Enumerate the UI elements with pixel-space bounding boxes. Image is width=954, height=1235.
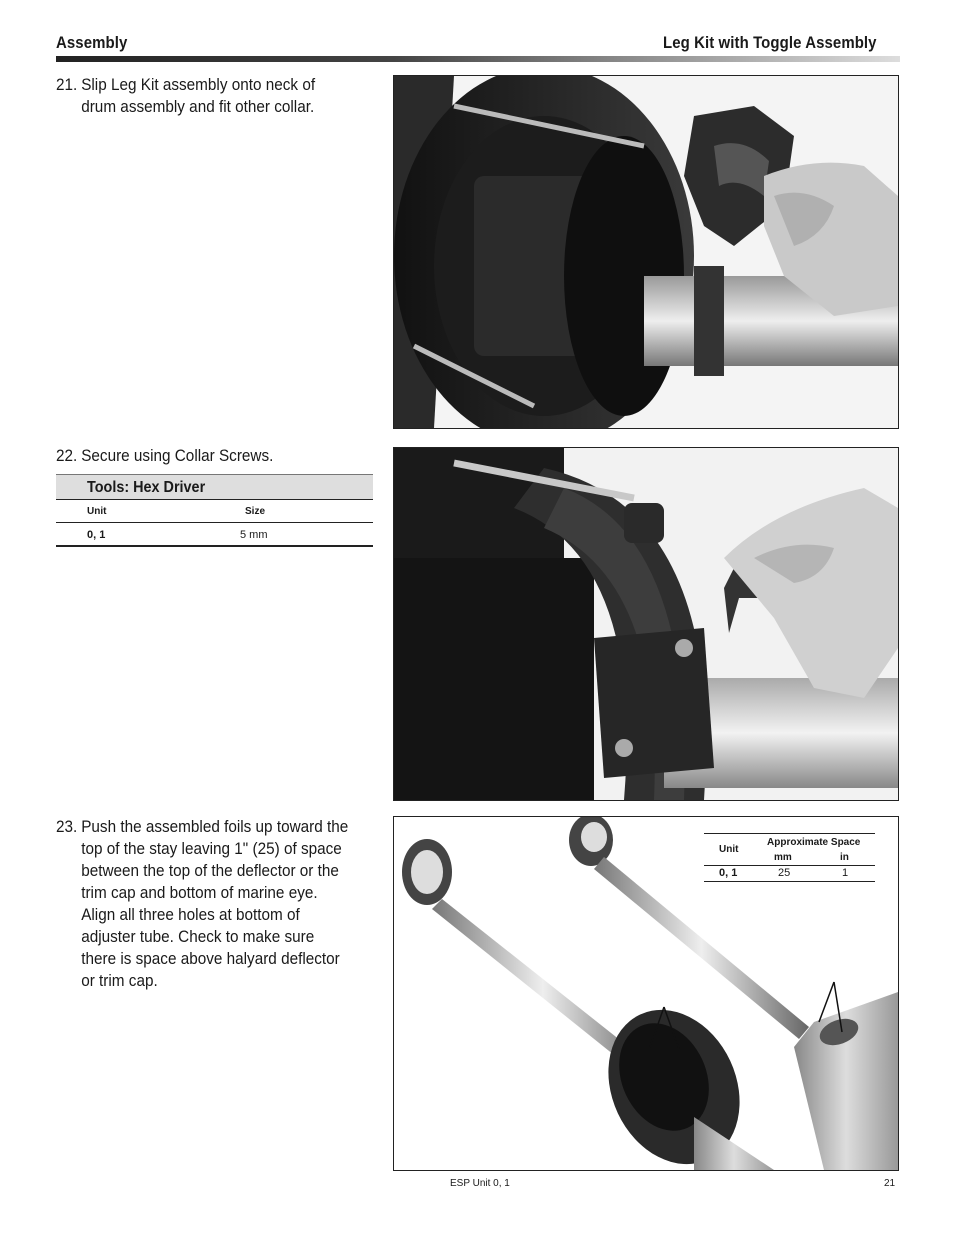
cell-size: 5 mm	[240, 529, 268, 541]
step-number: 23.	[56, 817, 78, 836]
space-table	[704, 833, 875, 882]
step-22	[56, 445, 353, 467]
step-number: 21.	[56, 75, 78, 94]
photo-collar-fitting	[393, 75, 899, 429]
step-number: 22.	[56, 446, 78, 465]
step-21	[56, 74, 353, 118]
header-rule	[56, 56, 900, 62]
cell-in: 1	[842, 867, 849, 879]
column-header-approx-space: Approximate Space	[767, 837, 861, 848]
cell-unit: 0, 1	[719, 867, 738, 879]
step-text: Slip Leg Kit assembly onto neck of drum assembly and fit other collar.	[81, 75, 316, 116]
column-header-in: in	[840, 852, 849, 863]
table-row	[56, 523, 373, 547]
page-title: Leg Kit with Toggle Assembly	[663, 33, 877, 52]
cell-mm: 25	[778, 867, 791, 879]
cell-unit: 0, 1	[87, 529, 106, 541]
footer-doc: ESP Unit 0, 1	[450, 1178, 510, 1189]
space-table-header	[704, 833, 875, 866]
step-text: Push the assembled foils up toward the top of the stay leaving 1" (25) of space between the top of the deflector or the trim cap and bottom of marine eye. Align all three holes at bottom of adjuster tube. Check to make sure there is space above halyard deflector or trim cap.	[81, 817, 349, 990]
step-text: Secure using Collar Screws.	[81, 446, 274, 465]
photo-collar-screws	[393, 447, 899, 801]
column-header-unit: Unit	[719, 844, 739, 855]
section-title: Assembly	[56, 33, 128, 52]
page-number: 21	[884, 1178, 896, 1189]
column-header-unit: Unit	[87, 506, 107, 517]
tools-table-title: Tools: Hex Driver	[56, 474, 373, 499]
step-23	[56, 816, 353, 992]
column-header-size: Size	[245, 506, 266, 517]
tools-table	[56, 474, 373, 547]
table-row	[704, 866, 875, 882]
column-header-mm: mm	[774, 852, 792, 863]
tools-table-header	[56, 499, 373, 523]
